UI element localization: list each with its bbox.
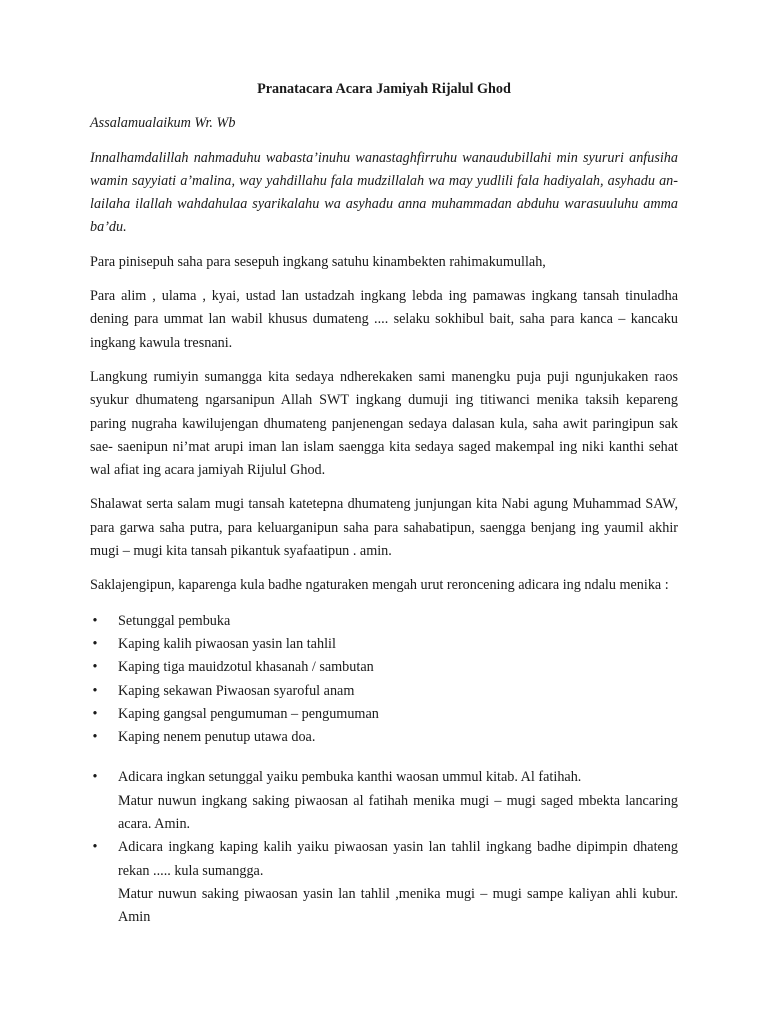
- arabic-opening-paragraph: Innalhamdalillah nahmaduhu wabasta’inuhu wanastaghfirruhu wanaudubillahi min syururi anfusiha wamin sayyiati a’malina, way yahdillahu fala mudzillalah wa may yudlili fala hadiyalah, asyhadu an-lailaha ilallah wahdahulaa syarikalahu wa asyhadu anna muhammadan abduhu warasuuluhu amma ba’du.: [90, 149, 678, 236]
- bullet-icon: •: [92, 635, 98, 652]
- paragraph-shalawat: Shalawat serta salam mugi tansah katetepna dhumateng junjungan kita Nabi agung Muhammad SAW, para garwa saha putra, para keluarganipun saha para sahabatipun, saengga benjang ing yaumil akhir mugi – mugi kita tansah pikantuk syafaatipun . amin.: [90, 496, 678, 560]
- bullet-icon: •: [92, 769, 98, 786]
- bullet-icon: •: [92, 659, 98, 676]
- agenda-item-text: Kaping gangsal pengumuman – pengumuman: [118, 705, 379, 722]
- list-item: [90, 680, 678, 703]
- agenda-item-text: Setunggal pembuka: [118, 612, 231, 629]
- agenda-item-text: Kaping tiga mauidzotul khasanah / sambutan: [118, 659, 374, 676]
- agenda-item-text: Kaping sekawan Piwaosan syaroful anam: [118, 682, 355, 699]
- list-item: [90, 766, 678, 836]
- agenda-list: [90, 610, 678, 750]
- document-title: Pranatacara Acara Jamiyah Rijalul Ghod: [257, 81, 511, 97]
- detail-item-heading: Adicara ingkang kaping kalih yaiku piwaosan yasin lan tahlil ingkang badhe dipimpin dhateng rekan ..... kula sumangga.: [118, 839, 678, 879]
- paragraph-para-alim: Para alim , ulama , kyai, ustad lan ustadzah ingkang lebda ing pamawas ingkang tansah tinuladha dening para ummat lan wabil khusus dumateng .... selaku sokhibul bait, saha para kanca – kancaku ingkang kawula tresnani.: [90, 288, 678, 351]
- list-item: [90, 610, 678, 633]
- detail-item-note: Matur nuwun ingkang saking piwaosan al fatihah menika mugi – mugi saged mbekta lancaring acara. Amin.: [118, 792, 678, 833]
- document-page: [90, 78, 678, 930]
- agenda-item-text: Kaping kalih piwaosan yasin lan tahlil: [118, 635, 336, 652]
- bullet-icon: •: [92, 839, 98, 856]
- bullet-icon: •: [92, 682, 98, 699]
- bullet-icon: •: [92, 705, 98, 722]
- detail-item-note: Matur nuwun saking piwaosan yasin lan tahlil ,menika mugi – mugi sampe kaliyan ahli kubur. Amin: [118, 885, 678, 926]
- paragraph-syukur: Langkung rumiyin sumangga kita sedaya ndherekaken sami manengku puja puji ngunjukaken raos syukur dhumateng ngarsanipun Allah SWT ingkang dumuji ing titiwanci menika taksih kepareng paring nugraha kawilujengan dhumateng panjenengan sedaya dalasan kula, saha awit paringipun sak sae- saenipun ni’mat arupi iman lan islam saengga kita sedaya saged makempal ing niki kanthi sehat wal afiat ing acara jamiyah Rijulul Ghod.: [90, 368, 678, 479]
- detail-list: [90, 766, 678, 929]
- bullet-icon: •: [92, 612, 98, 629]
- paragraph-saklajengipun: Saklajengipun, kaparenga kula badhe ngaturaken mengah urut reroncening adicara ing ndalu menika :: [90, 577, 669, 594]
- list-item: [90, 703, 678, 726]
- paragraph-pinisepuh: Para pinisepuh saha para sesepuh ingkang satuhu kinambekten rahimakumullah,: [90, 253, 546, 270]
- list-item: [90, 633, 678, 656]
- bullet-icon: •: [92, 729, 98, 746]
- agenda-item-text: Kaping nenem penutup utawa doa.: [118, 729, 316, 746]
- detail-item-heading: Adicara ingkan setunggal yaiku pembuka kanthi waosan ummul kitab. Al fatihah.: [118, 769, 582, 786]
- list-item: [90, 726, 678, 749]
- list-item: [90, 656, 678, 679]
- list-item: [90, 836, 678, 929]
- greeting: Assalamualaikum Wr. Wb: [90, 115, 236, 132]
